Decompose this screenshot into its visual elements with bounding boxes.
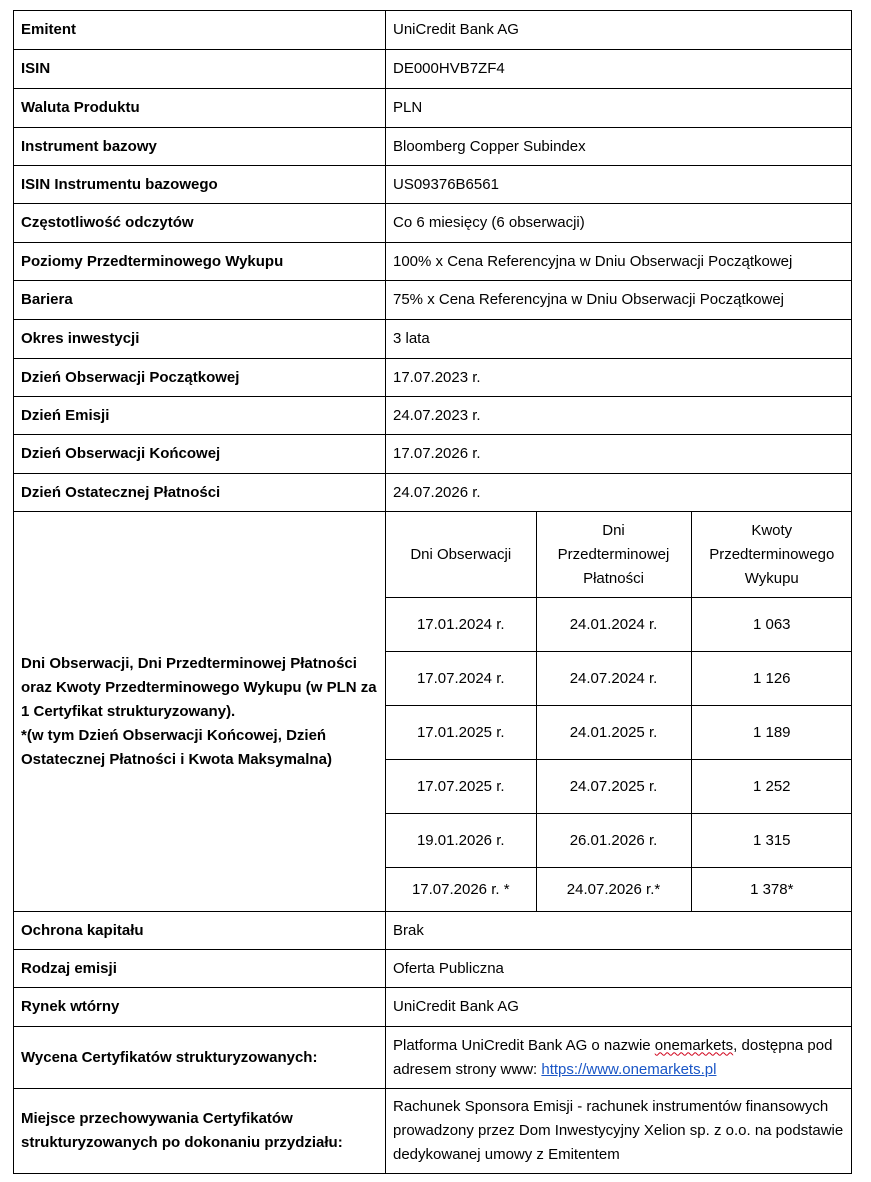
row-value: 75% x Cena Referencyjna w Dniu Obserwacji Początkowej bbox=[386, 281, 852, 320]
row-value: PLN bbox=[386, 89, 852, 128]
observation-date: 17.07.2024 r. bbox=[386, 652, 536, 706]
row-value: 3 lata bbox=[386, 320, 852, 359]
row-emitent bbox=[14, 11, 852, 50]
row-term bbox=[14, 320, 852, 359]
product-terms-sheet bbox=[13, 10, 852, 1174]
row-label: Instrument bazowy bbox=[14, 128, 386, 166]
row-underlying bbox=[14, 128, 852, 166]
row-value: 17.07.2026 r. bbox=[386, 435, 852, 474]
row-issue-date bbox=[14, 397, 852, 435]
row-label: Rynek wtórny bbox=[14, 988, 386, 1027]
payment-date: 24.01.2025 r. bbox=[536, 706, 691, 760]
observation-date: 17.07.2026 r. * bbox=[411, 880, 510, 898]
row-frequency bbox=[14, 204, 852, 243]
row-value: 100% x Cena Referencyjna w Dniu Obserwacji Początkowej bbox=[386, 243, 852, 281]
schedule-table bbox=[386, 512, 852, 911]
row-label: ISIN Instrumentu bazowego bbox=[14, 166, 386, 204]
valuation-text: , dostępna pod adresem strony www: bbox=[393, 1036, 833, 1078]
row-label: ISIN bbox=[14, 50, 386, 89]
payment-date: 24.07.2025 r. bbox=[536, 760, 691, 814]
row-capital-protection bbox=[14, 912, 852, 950]
schedule-cell bbox=[386, 512, 852, 912]
schedule-row bbox=[386, 706, 852, 760]
redemption-amount: 1 189 bbox=[691, 706, 852, 760]
redemption-amount: 1 252 bbox=[691, 760, 852, 814]
schedule-label-main: Dni Obserwacji, Dni Przedterminowej Płatności oraz Kwoty Przedterminowego Wykupu (w PLN za 1 Certyfikat strukturyzowany). bbox=[21, 654, 377, 720]
schedule-row bbox=[386, 760, 852, 814]
row-value: US09376B6561 bbox=[386, 166, 852, 204]
row-label: Miejsce przechowywania Certyfikatów strukturyzowanych po dokonaniu przydziału: bbox=[14, 1089, 386, 1174]
row-value: Bloomberg Copper Subindex bbox=[386, 128, 852, 166]
row-value: Rachunek Sponsora Emisji - rachunek instrumentów finansowych prowadzony przez Dom Inwestycyjny Xelion sp. z o.o. na podstawie dedykowanej umowy z Emitentem bbox=[386, 1089, 852, 1174]
valuation-value bbox=[386, 1027, 852, 1089]
schedule-row bbox=[386, 598, 852, 652]
payment-date: 24.01.2024 r. bbox=[536, 598, 691, 652]
schedule-header: Dni Obserwacji bbox=[386, 512, 536, 598]
row-barrier bbox=[14, 281, 852, 320]
onemarkets-link[interactable]: https://www.onemarkets.pl bbox=[541, 1060, 717, 1078]
row-label: Okres inwestycji bbox=[14, 320, 386, 359]
row-issue-type bbox=[14, 950, 852, 988]
row-label: Dzień Obserwacji Końcowej bbox=[14, 435, 386, 474]
row-value: Co 6 miesięcy (6 obserwacji) bbox=[386, 204, 852, 243]
schedule-label-note: *(w tym Dzień Obserwacji Końcowej, Dzień Ostatecznej Płatności i Kwota Maksymalna) bbox=[21, 726, 332, 768]
row-label: Bariera bbox=[14, 281, 386, 320]
row-final-observation bbox=[14, 435, 852, 474]
redemption-amount: 1 063 bbox=[691, 598, 852, 652]
row-final-payment bbox=[14, 474, 852, 512]
redemption-amount: 1 315 bbox=[691, 814, 852, 868]
row-label: Waluta Produktu bbox=[14, 89, 386, 128]
row-value: 17.07.2023 r. bbox=[386, 359, 852, 397]
payment-date: 24.07.2026 r.* bbox=[536, 868, 691, 912]
payment-date: 24.07.2024 r. bbox=[536, 652, 691, 706]
row-label: Częstotliwość odczytów bbox=[14, 204, 386, 243]
schedule-row bbox=[386, 868, 852, 912]
row-isin bbox=[14, 50, 852, 89]
schedule-header: Dni Przedterminowej Płatności bbox=[536, 512, 691, 598]
row-currency bbox=[14, 89, 852, 128]
brand-name: onemarkets bbox=[654, 1036, 734, 1054]
row-underlying-isin bbox=[14, 166, 852, 204]
row-secondary-market bbox=[14, 988, 852, 1027]
redemption-amount: 1 126 bbox=[691, 652, 852, 706]
row-autocall-levels bbox=[14, 243, 852, 281]
valuation-text: Platforma UniCredit Bank AG o nazwie bbox=[393, 1036, 655, 1054]
row-value: 24.07.2026 r. bbox=[386, 474, 852, 512]
schedule-row bbox=[386, 814, 852, 868]
schedule-header: Kwoty Przedterminowego Wykupu bbox=[691, 512, 852, 598]
row-label: Dzień Ostatecznej Płatności bbox=[14, 474, 386, 512]
row-custody bbox=[14, 1089, 852, 1174]
row-label: Ochrona kapitału bbox=[14, 912, 386, 950]
schedule-row bbox=[386, 652, 852, 706]
row-value: Brak bbox=[386, 912, 852, 950]
row-value: DE000HVB7ZF4 bbox=[386, 50, 852, 89]
row-label: Dzień Obserwacji Początkowej bbox=[14, 359, 386, 397]
redemption-amount: 1 378* bbox=[691, 868, 852, 912]
observation-date: 17.01.2025 r. bbox=[386, 706, 536, 760]
terms-table bbox=[13, 10, 852, 1174]
row-label: Emitent bbox=[14, 11, 386, 50]
row-label: Rodzaj emisji bbox=[14, 950, 386, 988]
row-initial-observation bbox=[14, 359, 852, 397]
observation-date: 19.01.2026 r. bbox=[386, 814, 536, 868]
payment-date: 26.01.2026 r. bbox=[536, 814, 691, 868]
row-label: Wycena Certyfikatów strukturyzowanych: bbox=[14, 1027, 386, 1089]
schedule-label bbox=[14, 512, 386, 912]
observation-date: 17.01.2024 r. bbox=[386, 598, 536, 652]
row-value: 24.07.2023 r. bbox=[386, 397, 852, 435]
row-value: UniCredit Bank AG bbox=[386, 988, 852, 1027]
observation-date: 17.07.2025 r. bbox=[386, 760, 536, 814]
row-label: Poziomy Przedterminowego Wykupu bbox=[14, 243, 386, 281]
row-value: UniCredit Bank AG bbox=[386, 11, 852, 50]
row-schedule bbox=[14, 512, 852, 912]
row-valuation bbox=[14, 1027, 852, 1089]
row-value: Oferta Publiczna bbox=[386, 950, 852, 988]
row-label: Dzień Emisji bbox=[14, 397, 386, 435]
schedule-header-row bbox=[386, 512, 852, 598]
